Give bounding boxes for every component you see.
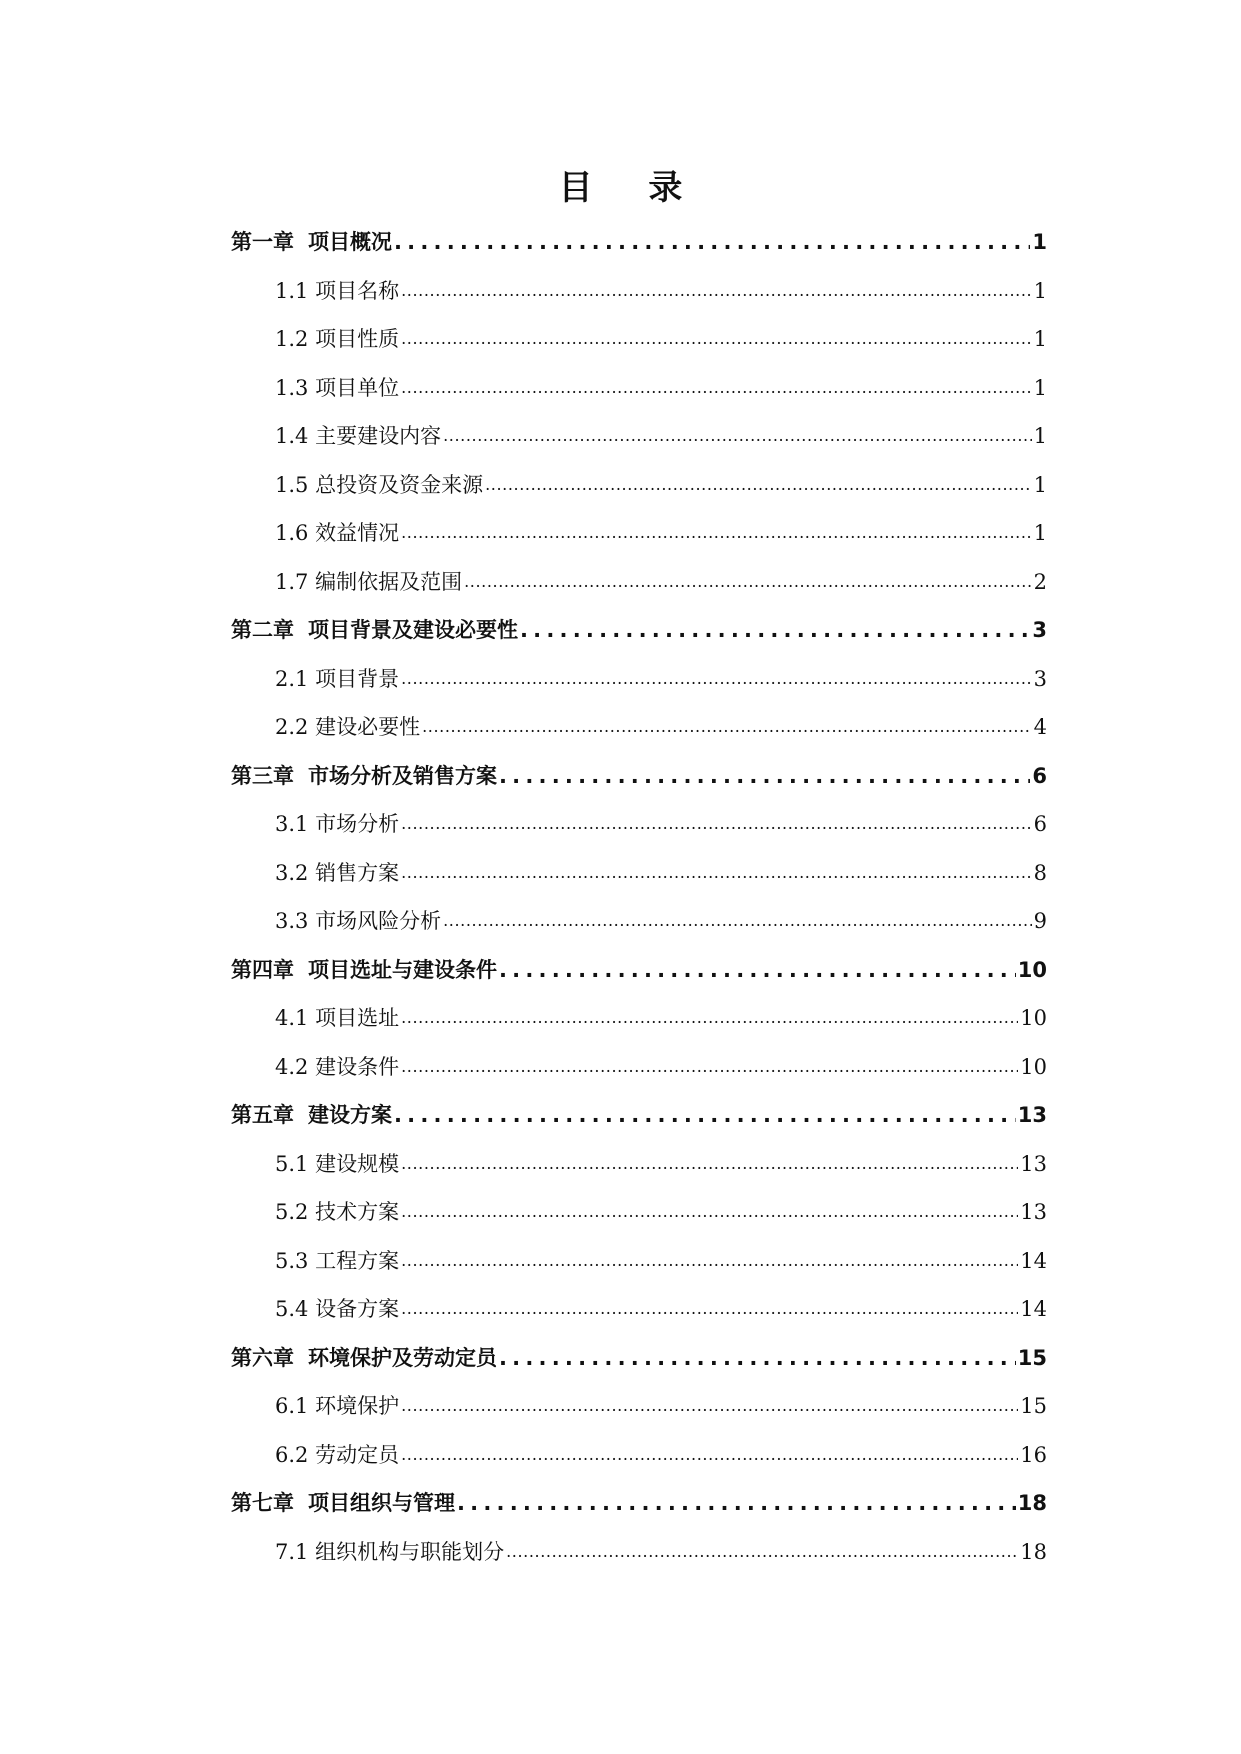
section-title: 1.1 项目名称 (275, 278, 400, 303)
dot-leader (401, 994, 1018, 1043)
toc-section-entry[interactable] (231, 412, 1047, 461)
toc-section-entry[interactable] (231, 1528, 1047, 1577)
toc-section-entry[interactable] (231, 655, 1047, 704)
page-number: 15 (1017, 1345, 1047, 1370)
section-title: 1.2 项目性质 (275, 327, 400, 351)
page-number: 9 (1033, 909, 1047, 933)
chapter-number: 第五章 (231, 1103, 294, 1127)
dot-leader (401, 315, 1032, 364)
page-number: 13 (1020, 1151, 1047, 1176)
dot-leader (443, 897, 1032, 946)
toc-title: 目 录 (558, 168, 705, 208)
dot-leader (520, 606, 1030, 655)
toc-section-entry[interactable] (231, 800, 1047, 849)
dot-leader (401, 1043, 1018, 1092)
dot-leader (394, 218, 1030, 267)
section-title: 3.3 市场风险分析 (275, 909, 442, 933)
toc-section-entry[interactable] (231, 509, 1047, 558)
toc-section-entry[interactable] (231, 1285, 1047, 1334)
page-number: 4 (1033, 715, 1047, 739)
page-number: 1 (1033, 424, 1047, 448)
toc-section-entry[interactable] (231, 1237, 1047, 1286)
page-number: 18 (1020, 1539, 1047, 1564)
toc-section-entry[interactable] (231, 1140, 1047, 1189)
page-number: 10 (1020, 1006, 1047, 1030)
page-number: 15 (1020, 1394, 1047, 1418)
page-number: 3 (1033, 666, 1047, 691)
toc-chapter-entry[interactable] (231, 606, 1047, 655)
dot-leader (401, 267, 1032, 316)
chapter-number: 第一章 (231, 230, 294, 254)
section-title: 1.4 主要建设内容 (275, 424, 442, 448)
page-number: 1 (1033, 375, 1047, 400)
page-number: 14 (1020, 1297, 1047, 1321)
dot-leader (401, 849, 1032, 898)
dot-leader (506, 1528, 1018, 1577)
chapter-title: 环境保护及劳动定员 (308, 1345, 497, 1370)
toc-section-entry[interactable] (231, 1382, 1047, 1431)
page-number: 1 (1032, 230, 1047, 254)
toc-chapter-entry[interactable] (231, 1334, 1047, 1383)
section-title: 3.2 销售方案 (275, 860, 400, 885)
toc-section-entry[interactable] (231, 267, 1047, 316)
dot-leader (394, 1091, 1016, 1140)
dot-leader (443, 412, 1032, 461)
section-title: 4.1 项目选址 (275, 1006, 400, 1030)
toc-section-entry[interactable] (231, 461, 1047, 510)
section-title: 5.1 建设规模 (275, 1151, 400, 1176)
page-number: 14 (1020, 1248, 1047, 1273)
page-number: 10 (1017, 957, 1047, 982)
section-title: 1.3 项目单位 (275, 375, 400, 400)
toc-section-entry[interactable] (231, 1043, 1047, 1092)
dot-leader (401, 1188, 1018, 1237)
page-number: 6 (1032, 763, 1047, 788)
dot-leader (499, 1334, 1016, 1383)
section-title: 3.1 市场分析 (275, 812, 400, 836)
toc-section-entry[interactable] (231, 364, 1047, 413)
section-title: 5.2 技术方案 (275, 1200, 400, 1224)
toc-chapter-entry[interactable] (231, 946, 1047, 995)
dot-leader (499, 752, 1030, 801)
dot-leader (485, 461, 1032, 510)
dot-leader (401, 1285, 1018, 1334)
section-title: 1.5 总投资及资金来源 (275, 472, 484, 497)
section-title: 2.1 项目背景 (275, 666, 400, 691)
toc-section-entry[interactable] (231, 1431, 1047, 1480)
page-number: 13 (1017, 1103, 1047, 1127)
dot-leader (401, 364, 1032, 413)
toc-list (231, 218, 1047, 1576)
section-title: 1.7 编制依据及范围 (275, 569, 463, 594)
chapter-number: 第六章 (231, 1345, 294, 1370)
page-number: 16 (1020, 1442, 1047, 1467)
dot-leader (401, 655, 1032, 704)
page-number: 1 (1033, 521, 1047, 545)
page-number: 8 (1033, 860, 1047, 885)
page-number: 10 (1020, 1054, 1047, 1079)
page-number: 3 (1032, 618, 1047, 642)
toc-section-entry[interactable] (231, 994, 1047, 1043)
dot-leader (457, 1479, 1016, 1528)
dot-leader (401, 509, 1032, 558)
dot-leader (401, 1140, 1018, 1189)
dot-leader (401, 800, 1032, 849)
dot-leader (464, 558, 1032, 607)
dot-leader (401, 1237, 1018, 1286)
page-number: 6 (1033, 812, 1047, 836)
chapter-title: 项目背景及建设必要性 (308, 618, 518, 642)
toc-chapter-entry[interactable] (231, 1091, 1047, 1140)
page-number: 18 (1017, 1491, 1047, 1515)
chapter-title: 项目选址与建设条件 (308, 957, 497, 982)
chapter-number: 第二章 (231, 618, 294, 642)
section-title: 5.3 工程方案 (275, 1248, 400, 1273)
chapter-number: 第七章 (231, 1491, 294, 1515)
section-title: 6.2 劳动定员 (275, 1442, 400, 1467)
chapter-title: 建设方案 (308, 1103, 392, 1127)
toc-section-entry[interactable] (231, 849, 1047, 898)
chapter-title: 项目组织与管理 (308, 1491, 455, 1515)
chapter-number: 第四章 (231, 957, 294, 982)
dot-leader (401, 1431, 1018, 1480)
section-title: 1.6 效益情况 (275, 521, 400, 545)
toc-chapter-entry[interactable] (231, 1479, 1047, 1528)
chapter-number: 第三章 (231, 763, 294, 788)
toc-chapter-entry[interactable] (231, 752, 1047, 801)
page-number: 1 (1033, 278, 1047, 303)
page-number: 1 (1033, 472, 1047, 497)
section-title: 2.2 建设必要性 (275, 715, 421, 739)
toc-chapter-entry[interactable] (231, 218, 1047, 267)
page-number: 13 (1020, 1200, 1047, 1224)
toc-section-entry[interactable] (231, 315, 1047, 364)
section-title: 5.4 设备方案 (275, 1297, 400, 1321)
section-title: 6.1 环境保护 (275, 1394, 400, 1418)
chapter-title: 项目概况 (308, 230, 392, 254)
dot-leader (401, 1382, 1018, 1431)
toc-section-entry[interactable] (231, 1188, 1047, 1237)
dot-leader (422, 703, 1032, 752)
section-title: 7.1 组织机构与职能划分 (275, 1539, 505, 1564)
toc-section-entry[interactable] (231, 897, 1047, 946)
page-number: 2 (1033, 569, 1047, 594)
section-title: 4.2 建设条件 (275, 1054, 400, 1079)
dot-leader (499, 946, 1016, 995)
toc-section-entry[interactable] (231, 558, 1047, 607)
toc-section-entry[interactable] (231, 703, 1047, 752)
page-number: 1 (1033, 327, 1047, 351)
chapter-title: 市场分析及销售方案 (308, 763, 497, 788)
